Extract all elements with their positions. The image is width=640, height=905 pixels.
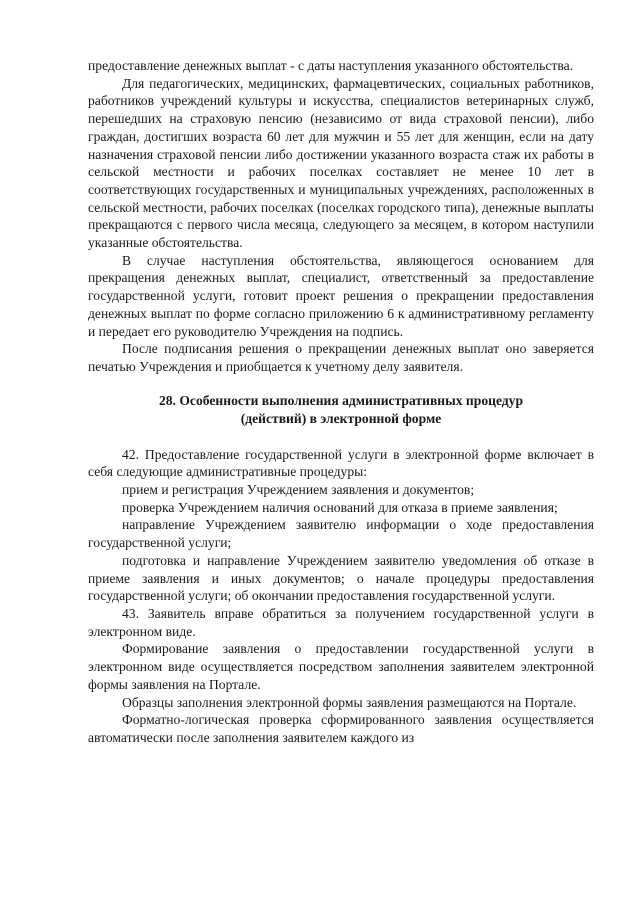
paragraph-continuation: предоставление денежных выплат - с даты наступления указанного обстоятельства. bbox=[88, 58, 574, 73]
paragraph-procedure-check: проверка Учреждением наличия оснований для отказа в приеме заявления; bbox=[122, 499, 558, 515]
paragraph-item-42: 42. Предоставление государственной услуги в электронной форме включает в себя следующие административные процедуры: bbox=[88, 446, 594, 480]
section-heading bbox=[88, 392, 594, 428]
document-page bbox=[88, 57, 594, 747]
paragraph-procedure-reception: прием и регистрация Учреждением заявления и документов; bbox=[122, 482, 475, 498]
paragraph-procedure-info: направление Учреждением заявителю информации о ходе предоставления государственной услуги; bbox=[88, 517, 594, 551]
paragraph-decision-signing: После подписания решения о прекращении денежных выплат оно заверяется печатью Учреждения и приобщается к учетному делу заявителя. bbox=[88, 341, 594, 374]
paragraph-form-samples: Образцы заполнения электронной формы заявления размещаются на Портале. bbox=[122, 694, 577, 710]
paragraph-form-filling: Формирование заявления о предоставлении государственной услуги в электронном виде осуществляется посредством заполнения заявителем электронной формы заявления на Портале. bbox=[88, 641, 594, 692]
section-heading-line-2: (действий) в электронной форме bbox=[240, 410, 442, 426]
paragraph-benefits-termination-pensioners: Для педагогических, медицинских, фармацевтических, социальных работников, работников учреждений культуры и искусства, специалистов ветеринарных служб, перешедших на страховую пенсию (независимо от вида страховой пенсии), либо граждан, достигших возраста 60 лет для мужчин и 55 лет для женщин, если на дату назначения страховой пенсии либо достижении указанного возраста стаж их работы в сельской местности и рабочих поселках составляет не менее 10 лет в соответствующих государственных и муниципальных учреждениях, расположенных в сельской местности, рабочих поселках (поселках городского типа), денежные выплаты прекращаются с первого числа месяца, следующего за месяцем, в котором наступили указанные обстоятельства. bbox=[88, 75, 594, 251]
paragraph-termination-decision-draft: В случае наступления обстоятельства, являющегося основанием для прекращения денежных выплат, специалист, ответственный за предоставление государственной услуги, готовит проект решения о прекращении предоставления денежных выплат по форме согласно приложению 6 к административному регламенту и передает его руководителю Учреждения на подпись. bbox=[88, 252, 594, 339]
paragraph-format-check: Форматно-логическая проверка сформированного заявления осуществляется автоматически после заполнения заявителем каждого из bbox=[88, 712, 594, 745]
paragraph-item-43: 43. Заявитель вправе обратиться за получением государственной услуги в электронном виде. bbox=[88, 605, 594, 639]
section-heading-line-1: 28. Особенности выполнения административных процедур bbox=[158, 392, 524, 408]
paragraph-procedure-notification: подготовка и направление Учреждением заявителю уведомления об отказе в приеме заявления и иных документов; о начале процедуры предоставления государственной услуги; об окончании предоставления государственной услуги. bbox=[88, 552, 594, 604]
